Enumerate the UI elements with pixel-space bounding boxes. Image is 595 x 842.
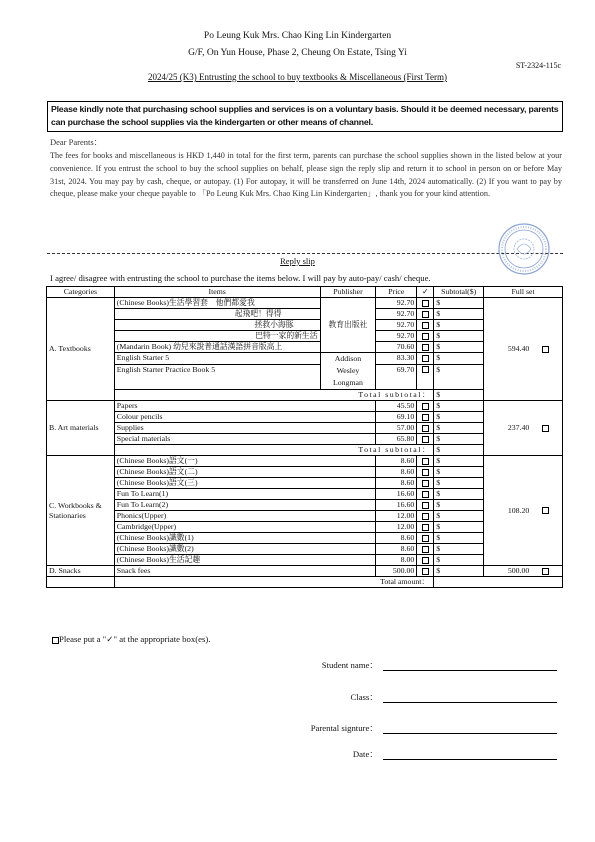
school-name: Po Leung Kuk Mrs. Chao King Lin Kindergarten [203, 31, 392, 41]
item-price: 16.60 [376, 489, 417, 500]
parental-signature-field[interactable] [383, 733, 557, 734]
subtotal-cell[interactable]: $ [434, 533, 484, 544]
subtotal-cell[interactable]: $ [434, 401, 484, 412]
item-checkbox[interactable] [417, 555, 434, 566]
voluntary-notice: Please kindly note that purchasing school supplies and services is on a voluntary basis. Should it be deemed necessary, parents can purchase the school supplies via the kindergarten or other means of channel. [47, 101, 563, 132]
item-price: 8.60 [376, 467, 417, 478]
item-checkbox[interactable] [417, 309, 434, 320]
table-row [47, 456, 563, 467]
date-label: Date： [352, 749, 378, 759]
subtotal-cell[interactable]: $ [434, 434, 484, 445]
item-name: Cambridge(Upper) [114, 522, 376, 533]
item-checkbox[interactable] [417, 298, 434, 309]
publisher-2: Addison Wesley Longman [320, 353, 376, 390]
item-price: 92.70 [376, 298, 417, 309]
school-address: G/F, On Yun House, Phase 2, Cheung On Estate, Tsing Yi [188, 48, 407, 58]
subtotal-cell[interactable]: $ [434, 309, 484, 320]
document-code: ST-2324-115c [515, 61, 561, 70]
item-checkbox[interactable] [417, 500, 434, 511]
checkbox-instruction: Please put a "✓" at the appropriate box(es). [52, 634, 210, 645]
item-price: 12.00 [376, 522, 417, 533]
letter-body: The fees for books and miscellaneous is HKD 1,440 in total for the first term, parents can purchase the school supplies shown in the listed below at your convenience. If you entrust the school to buy the school supplies on behalf, please sign the reply slip and return it to school in person on or before May 31st, 2024. You may pay by cash, cheque, or autopay. (1) For autopay, it will be transferred on June 14th, 2024 automatically. (2) If you want to pay by cheque, please make your cheque payable to 「Po Leung Kuk Mrs. Chao King Lin Kindergarten」, thank you for your kind attention. [50, 151, 562, 199]
item-name: (Chinese Books)語文(一) [114, 456, 376, 467]
blank-cell [47, 577, 115, 588]
item-name: Snack fees [114, 566, 376, 577]
full-set-checkbox[interactable] [542, 425, 549, 432]
publisher-1: 教育出版社 [320, 298, 376, 353]
item-price: 16.60 [376, 500, 417, 511]
item-name: Phonics(Upper) [114, 511, 376, 522]
item-checkbox[interactable] [417, 320, 434, 331]
subtotal-cell[interactable]: $ [434, 555, 484, 566]
item-name: Supplies [114, 423, 376, 434]
student-name-field[interactable] [383, 670, 557, 671]
student-name-label: Student name： [321, 660, 378, 670]
header-full-set: Full set [484, 287, 563, 298]
subtotal-cell[interactable]: $ [434, 544, 484, 555]
item-price: 8.60 [376, 478, 417, 489]
header-check: ✓ [417, 287, 434, 298]
cut-line [47, 253, 465, 254]
date-field[interactable] [383, 759, 557, 760]
full-set-checkbox[interactable] [542, 568, 549, 575]
item-price: 70.60 [376, 342, 417, 353]
agreement-statement: I agree/ disagree with entrusting the school to purchase the items below. I will pay by auto-pay/ cash/ cheque. [50, 273, 431, 283]
item-checkbox[interactable] [417, 467, 434, 478]
subtotal-cell[interactable]: $ [434, 353, 484, 365]
item-checkbox[interactable] [417, 401, 434, 412]
item-name: (Chinese Books)識數(1) [114, 533, 376, 544]
item-name: (Chinese Books)生活記趣 [114, 555, 376, 566]
item-checkbox[interactable] [417, 423, 434, 434]
subtotal-cell[interactable]: $ [434, 331, 484, 342]
subtotal-cell[interactable]: $ [434, 364, 484, 389]
item-name: Papers [114, 401, 376, 412]
student-name-row [0, 659, 595, 673]
document-title: 2024/25 (K3) Entrusting the school to buy textbooks & Miscellaneous (First Term) [148, 72, 447, 82]
item-checkbox[interactable] [417, 434, 434, 445]
item-name: Special materials [114, 434, 376, 445]
item-price: 92.70 [376, 309, 417, 320]
full-set-textbooks: 594.40 [484, 298, 563, 401]
item-checkbox[interactable] [417, 456, 434, 467]
item-name: Fun To Learn(2) [114, 500, 376, 511]
subtotal-cell[interactable]: $ [434, 566, 484, 577]
item-checkbox[interactable] [417, 566, 434, 577]
full-set-art: 237.40 [484, 401, 563, 456]
item-checkbox[interactable] [417, 533, 434, 544]
items-table [46, 286, 563, 588]
subtotal-cell[interactable]: $ [434, 522, 484, 533]
header-categories: Categories [47, 287, 115, 298]
item-name: (Chinese Books)語文(三) [114, 478, 376, 489]
item-name: (Chinese Books)語文(二) [114, 467, 376, 478]
class-label: Class： [350, 692, 378, 702]
item-name: English Starter 5 [114, 353, 320, 365]
item-checkbox[interactable] [417, 353, 434, 365]
total-subtotal-cell[interactable]: $ [434, 390, 484, 401]
total-subtotal-label: Total subtotal： [114, 390, 433, 401]
item-name: Colour pencils [114, 412, 376, 423]
item-price: 12.00 [376, 511, 417, 522]
category-textbooks: A. Textbooks [47, 298, 115, 401]
full-set-workbooks: 108.20 [484, 456, 563, 566]
subtotal-cell[interactable]: $ [434, 467, 484, 478]
total-subtotal-cell[interactable]: $ [434, 445, 484, 456]
item-name: (Chinese Books)生活學習套 他們都愛我 [114, 298, 320, 309]
item-checkbox[interactable] [417, 489, 434, 500]
subtotal-cell[interactable]: $ [434, 342, 484, 353]
total-subtotal-label: Total subtotal： [114, 445, 433, 456]
item-checkbox[interactable] [417, 544, 434, 555]
item-price: 8.00 [376, 555, 417, 566]
category-snacks: D. Snacks [47, 566, 115, 577]
checkbox-icon [52, 637, 59, 644]
total-amount-label: Total amount： [114, 577, 433, 588]
greeting: Dear Parents： [50, 137, 103, 147]
class-row [0, 691, 595, 705]
parental-signature-row [0, 722, 595, 736]
item-checkbox[interactable] [417, 331, 434, 342]
item-price: 8.60 [376, 533, 417, 544]
total-amount-cell[interactable] [434, 577, 563, 588]
category-art-materials: B. Art materials [47, 401, 115, 456]
subtotal-cell[interactable]: $ [434, 412, 484, 423]
reply-slip-title: Reply slip [280, 256, 315, 266]
item-price: 83.30 [376, 353, 417, 365]
subtotal-cell[interactable]: $ [434, 478, 484, 489]
table-row [47, 298, 563, 309]
item-price: 45.50 [376, 401, 417, 412]
item-checkbox[interactable] [417, 364, 434, 389]
item-checkbox[interactable] [417, 478, 434, 489]
item-price: 57.00 [376, 423, 417, 434]
subtotal-cell[interactable]: $ [434, 456, 484, 467]
table-row [47, 566, 563, 577]
item-name: (Mandarin Book) 幼兒來說普通話漢語拼音版高上 [114, 342, 320, 353]
class-field[interactable] [383, 702, 557, 703]
subtotal-cell[interactable]: $ [434, 423, 484, 434]
table-row [47, 401, 563, 412]
total-amount-row [47, 577, 563, 588]
header-subtotal: Subtotal($) [434, 287, 484, 298]
date-row [0, 748, 595, 762]
item-name: English Starter Practice Book 5 [114, 364, 320, 389]
header-publisher: Publisher [320, 287, 376, 298]
item-price: 8.60 [376, 544, 417, 555]
item-checkbox[interactable] [417, 522, 434, 533]
subtotal-cell[interactable]: $ [434, 500, 484, 511]
table-header-row [47, 287, 563, 298]
item-price: 92.70 [376, 320, 417, 331]
item-name: Fun To Learn(1) [114, 489, 376, 500]
subtotal-cell[interactable]: $ [434, 489, 484, 500]
full-set-checkbox[interactable] [542, 507, 549, 514]
school-seal-icon [497, 222, 551, 276]
header-price: Price [376, 287, 417, 298]
item-price: 92.70 [376, 331, 417, 342]
item-checkbox[interactable] [417, 511, 434, 522]
item-price: 500.00 [376, 566, 417, 577]
item-name: 拯救小海豚 [114, 320, 320, 331]
item-name: 起飛吧！得得 [114, 309, 320, 320]
item-price: 69.10 [376, 412, 417, 423]
parental-signature-label: Parental signture： [310, 723, 378, 733]
subtotal-cell[interactable]: $ [434, 298, 484, 309]
item-checkbox[interactable] [417, 342, 434, 353]
item-name: (Chinese Books)識數(2) [114, 544, 376, 555]
full-set-snacks: 500.00 [484, 566, 563, 577]
item-price: 8.60 [376, 456, 417, 467]
item-name: 巴特一家的新生活 [114, 331, 320, 342]
item-checkbox[interactable] [417, 412, 434, 423]
item-price: 69.70 [376, 364, 417, 389]
header-items: Items [114, 287, 320, 298]
subtotal-cell[interactable]: $ [434, 511, 484, 522]
subtotal-cell[interactable]: $ [434, 320, 484, 331]
full-set-checkbox[interactable] [542, 346, 549, 353]
item-price: 65.80 [376, 434, 417, 445]
category-workbooks: C. Workbooks & Stationaries [47, 456, 115, 566]
